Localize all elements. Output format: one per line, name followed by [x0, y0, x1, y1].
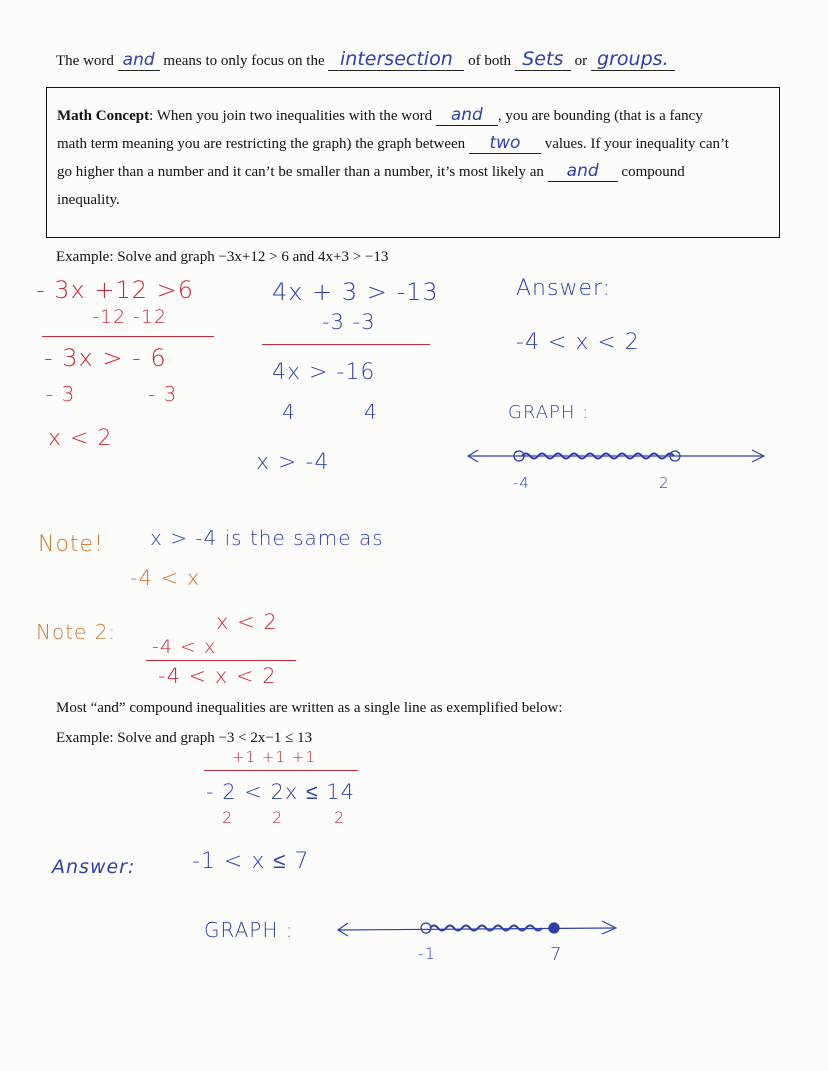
- example1-prompt: Example: Solve and graph −3x+12 > 6 and 4x+3 > −13: [56, 249, 389, 265]
- note1-label: Note!: [38, 532, 104, 557]
- concept-line-4: inequality.: [57, 192, 120, 208]
- ex1-right-line5: x > -4: [256, 450, 330, 475]
- ex1-number-line: [462, 440, 772, 474]
- ex1-left-line4a: - 3: [46, 382, 76, 406]
- ex1-graph-label: GRAPH :: [508, 402, 590, 423]
- intro-mid: means to only focus on the: [163, 53, 325, 69]
- ex2-step3b: 2: [272, 808, 284, 827]
- ex2-step1: +1 +1 +1: [232, 748, 316, 766]
- ex1-left-line1: - 3x +12 >6: [36, 276, 195, 304]
- ex2-step3c: 2: [334, 808, 346, 827]
- answer-and: and: [122, 50, 155, 70]
- intro-or: or: [574, 53, 588, 69]
- ex1-graph-right-label: 2: [659, 474, 670, 492]
- intro-prefix: The word: [56, 53, 114, 69]
- answer-and-compound: and: [566, 161, 599, 181]
- open-circle-minus1: [421, 923, 431, 933]
- ex1-left-line4b: - 3: [148, 382, 178, 406]
- math-concept-box: [46, 87, 780, 238]
- concept-line-1: Math Concept: When you join two inequalities with the word and , you are bounding (that is a fancy: [57, 105, 703, 125]
- note2-rule: [146, 660, 296, 661]
- note2-line3: -4 < x < 2: [158, 664, 277, 688]
- answer-two: two: [489, 133, 521, 153]
- ex1-right-rule: [262, 344, 430, 345]
- ex2-graph-left-label: -1: [418, 944, 436, 963]
- ex2-number-line: [332, 910, 622, 944]
- note2-label: Note 2:: [36, 620, 117, 644]
- concept-line-2: math term meaning you are restricting the graph) the graph between two values. If your inequality can’t: [57, 133, 729, 153]
- ex1-left-line5: x < 2: [48, 426, 113, 451]
- ex2-graph-right-label: 7: [550, 944, 563, 965]
- ex2-step3a: 2: [222, 808, 234, 827]
- answer-and-concept: and: [450, 105, 483, 125]
- ex1-left-rule: [42, 336, 214, 337]
- answer-intersection: intersection: [340, 48, 453, 70]
- ex2-answer-label: Answer:: [52, 856, 136, 878]
- note2-line1: x < 2: [216, 610, 278, 634]
- ex1-left-line2: -12 -12: [92, 306, 168, 328]
- ex1-right-line4a: 4: [282, 400, 296, 424]
- intro-of-both: of both: [468, 53, 512, 69]
- answer-groups: groups.: [597, 48, 669, 70]
- ex1-answer-label: Answer:: [516, 276, 612, 301]
- closed-circle-7: [549, 923, 559, 933]
- note1-text: x > -4 is the same as: [150, 526, 384, 550]
- ex2-step2: - 2 < 2x ≤ 14: [206, 780, 355, 804]
- ex1-left-line3: - 3x > - 6: [44, 344, 167, 372]
- ex1-right-line2: -3 -3: [322, 310, 376, 334]
- concept-label: Math Concept: [57, 108, 150, 124]
- example2-intro: Most “and” compound inequalities are written as a single line as exemplified below:: [56, 700, 563, 716]
- ex2-graph-label: GRAPH :: [204, 918, 294, 942]
- ex1-right-line4b: 4: [364, 400, 378, 424]
- concept-line-3: go higher than a number and it can’t be smaller than a number, it’s most likely an and compound: [57, 161, 685, 181]
- ex1-right-line3: 4x > -16: [272, 360, 376, 385]
- note2-line2: -4 < x: [152, 636, 217, 658]
- answer-sets: Sets: [522, 48, 564, 70]
- ex1-right-line1: 4x + 3 > -13: [272, 278, 439, 306]
- intro-sentence: [56, 48, 675, 71]
- ex1-answer: -4 < x < 2: [516, 330, 640, 355]
- ex2-answer: -1 < x ≤ 7: [192, 849, 310, 874]
- ex1-graph-left-label: -4: [513, 474, 530, 492]
- example2-prompt: Example: Solve and graph −3 < 2x−1 ≤ 13: [56, 730, 313, 746]
- note1-line2: -4 < x: [130, 566, 201, 590]
- ex2-rule-1: [204, 770, 358, 771]
